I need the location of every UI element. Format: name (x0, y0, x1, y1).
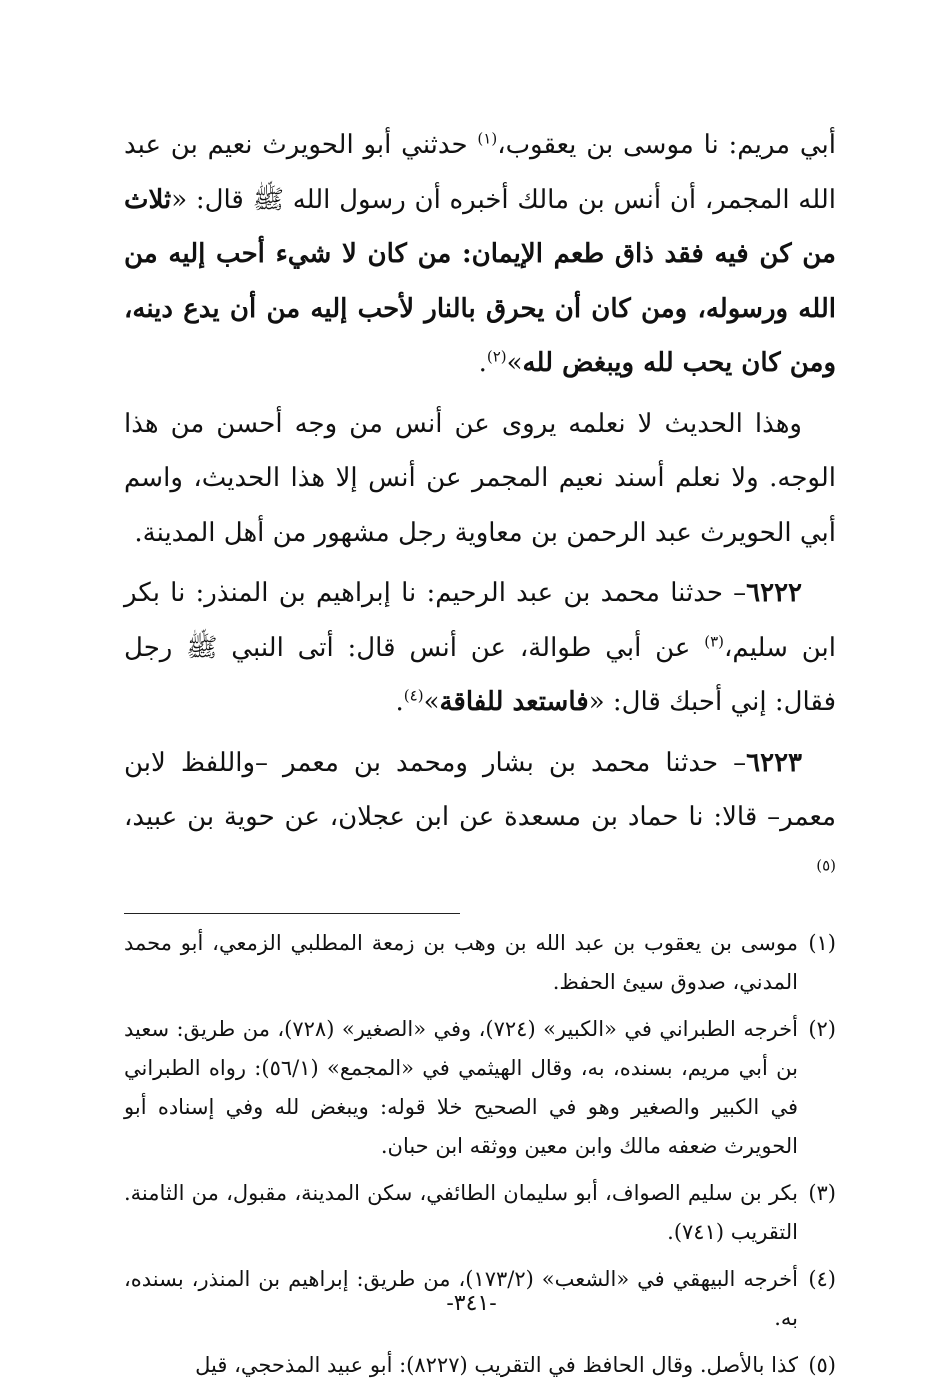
footnote-mark: (٤) (808, 1267, 836, 1291)
page-number: -٣٤١- (446, 1291, 497, 1316)
hadith-6222 (124, 566, 836, 730)
hadith-text-bold: فاستعد للفاقة (439, 687, 589, 717)
footnote-text: كذا بالأصل. وقال الحافظ في التقريب (٨٢٢٧): أبو عبيد المذحجي، قيل (195, 1353, 798, 1377)
dash: – (722, 578, 747, 608)
hadith-text-bold: ثلاث من كن فيه فقد ذاق طعم الإيمان: من كان لا شيء أحب إليه من الله ورسوله، ومن كان أن يحرق بالنار لأحب إليه من أن يدع دينه، ومن كان يحب لله ويبغض لله (124, 184, 836, 378)
footnote-ref-1[interactable]: (١) (477, 129, 498, 148)
footnote-mark: (٢) (808, 1017, 836, 1041)
footnote-ref-2[interactable]: (٢) (486, 347, 507, 366)
text-run: . (478, 348, 487, 378)
main-text (124, 118, 836, 899)
footnote-mark: (١) (808, 931, 836, 955)
close-quote: » (506, 348, 523, 378)
text-run: حدثنا محمد بن بشار ومحمد بن معمر –واللفظ لابن معمر– قالا: نا حماد بن مسعدة عن ابن عجلان، عن حوية بن عبيد، (124, 747, 836, 832)
footnote-text: بكر بن سليم الصواف، أبو سليمان الطائفي، سكن المدينة، مقبول، من الثامنة. التقريب (٧٤١). (124, 1181, 798, 1244)
page-body (124, 118, 836, 1385)
footnote-2 (124, 1010, 836, 1166)
text-run: عن أبي طوالة، عن أنس قال: أتى النبي ﷺ رجل فقال: إني أحبك قال: « (124, 632, 836, 717)
text-run: حدثنا محمد بن عبد الرحيم: نا إبراهيم بن المنذر: نا بكر ابن سليم، (124, 578, 836, 663)
footnote-5 (124, 1346, 836, 1385)
paragraph-2: وهذا الحديث لا نعلمه يروى عن أنس من وجه أحسن من هذا الوجه. ولا نعلم أسند نعيم المجمر عن أنس إلا هذا الحديث، واسم أبي الحويرث عبد الرحمن بن معاوية رجل مشهور من أهل المدينة. (124, 408, 836, 548)
footnote-ref-4[interactable]: (٤) (403, 686, 424, 705)
footnote-mark: (٣) (808, 1181, 836, 1205)
footnote-ref-3[interactable]: (٣) (704, 631, 725, 650)
hadith-6223 (124, 736, 836, 900)
footnote-text: أخرجه البيهقي في «الشعب» (١٧٣/٢)، من طريق: إبراهيم بن المنذر، بسنده، به. (124, 1267, 798, 1330)
footnote-mark: (٥) (808, 1353, 836, 1377)
text-run: . (395, 687, 404, 717)
footnote-3 (124, 1174, 836, 1252)
footnote-1 (124, 924, 836, 1002)
footnote-ref-5[interactable]: (٥) (816, 855, 836, 874)
hadith-number: ٦٢٢٣ (746, 747, 802, 778)
footnote-divider (124, 913, 460, 914)
dash: – (718, 747, 747, 778)
footnote-text: موسى بن يعقوب بن عبد الله بن وهب بن زمعة المطلبي الزمعي، أبو محمد المدني، صدوق سيئ الحفظ. (124, 931, 798, 994)
footnote-text: أخرجه الطبراني في «الكبير» (٧٢٤)، وفي «الصغير» (٧٢٨)، من طريق: سعيد بن أبي مريم، بسنده، به، وقال الهيثمي في «المجمع» (٥٦/١): رواه الطبراني في الكبير والصغير وهو في الصحيح خلا قوله: ويبغض لله وفي إسناده أبو الحويرث ضعفه مالك وابن معين ووثقه ابن حبان. (124, 1017, 798, 1158)
paragraph-1 (124, 118, 836, 391)
text-run: أبي مريم: نا موسى بن يعقوب، (497, 130, 836, 160)
text-run: حدثني أبو الحويرث نعيم بن عبد الله المجمر، أن أنس بن مالك أخبره أن رسول الله ﷺ قال: « (124, 130, 836, 215)
hadith-number: ٦٢٢٢ (746, 578, 802, 608)
close-quote: » (423, 687, 440, 717)
